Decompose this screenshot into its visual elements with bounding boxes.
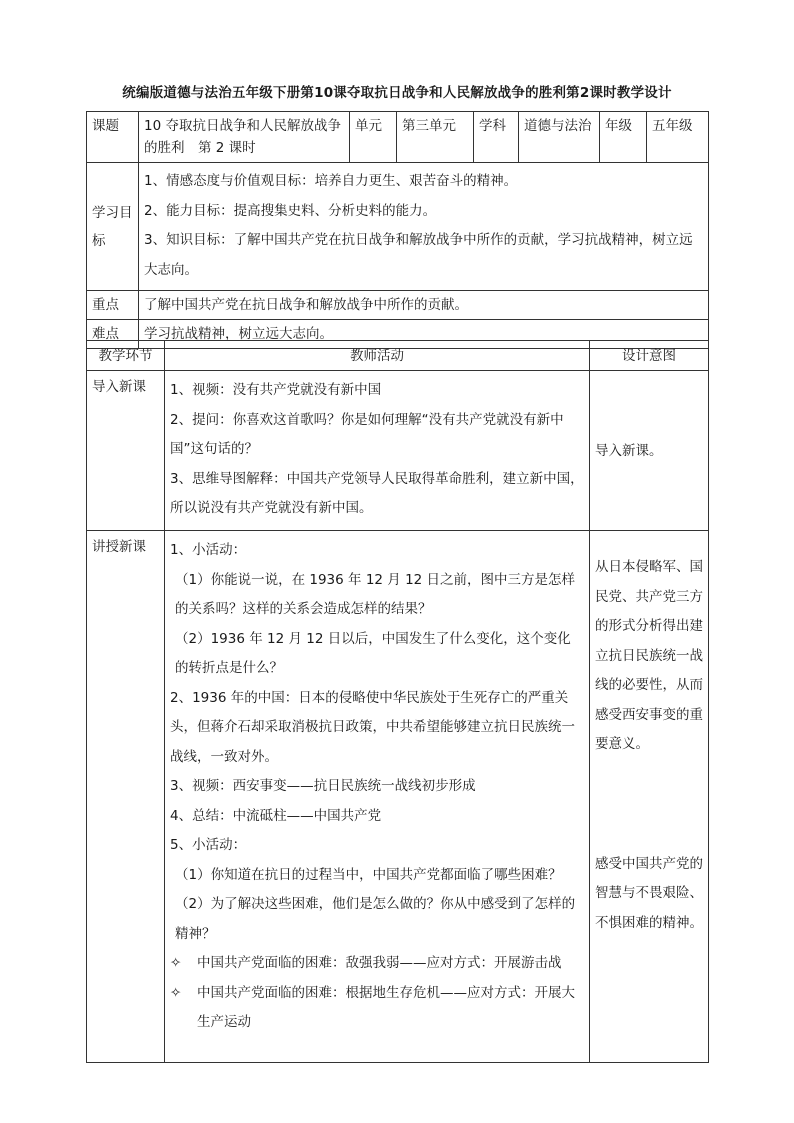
unit-value: 第三单元: [397, 112, 474, 163]
intro-line: 1、视频：没有共产党就没有新中国: [170, 382, 382, 398]
diamond-bullet-icon: ✧: [170, 984, 182, 1001]
subject-label: 学科: [474, 112, 519, 163]
goals-label: 学习目标: [87, 163, 139, 291]
lecture-line: 2、1936 年的中国：日本的侵略使中华民族处于生死存亡的严重关头，但蒋介石却采取消极抗日政策，中共希望能够建立抗日民族统一战线，一致对外。: [170, 689, 575, 765]
info-table: [86, 111, 709, 349]
key-point-text: 了解中国共产党在抗日战争和解放战争中所作的贡献。: [139, 291, 709, 320]
header-intent: 设计意图: [590, 341, 709, 371]
course-value: 10 夺取抗日战争和人民解放战争的胜利 第 2 课时: [139, 112, 350, 163]
intro-stage: 导入新课: [87, 371, 165, 531]
lecture-line: （2）为了解决这些困难，他们是怎么做的？你从中感受到了怎样的精神？: [175, 896, 576, 942]
lecture-stage: 讲授新课: [87, 531, 165, 1063]
page-title: 统编版道德与法治五年级下册第10课夺取抗日战争和人民解放战争的胜利第2课时教学设计: [122, 85, 672, 101]
lecture-line: 3、视频：西安事变——抗日民族统一战线初步形成: [170, 778, 476, 794]
goals-content: [139, 163, 709, 291]
lecture-intent-1: 从日本侵略军、国民党、共产党三方的形式分析得出建立抗日民族统一战线的必要性，从而感受西安事变的重要意义。: [595, 559, 703, 752]
bullet-text: 中国共产党面临的困难：根据地生存危机——应对方式：开展大生产运动: [197, 984, 575, 1030]
difficulty-label: 难点: [87, 320, 139, 349]
goal-item: 3、知识目标：了解中国共产党在抗日战争和解放战争中所作的贡献，学习抗战精神，树立远大志向。: [144, 232, 693, 278]
intro-line: 2、提问：你喜欢这首歌吗？你是如何理解“没有共产党就没有新中国”这句话的？: [170, 411, 564, 457]
goal-item: 1、情感态度与价值观目标：培养自力更生、艰苦奋斗的精神。: [144, 173, 518, 189]
lecture-intent: [590, 531, 709, 1063]
intro-intent: 导入新课。: [590, 371, 709, 531]
goal-item: 2、能力目标：提高搜集史料、分析史料的能力。: [144, 202, 437, 219]
lecture-line: （1）你能说一说，在 1936 年 12 月 12 日之前，图中三方是怎样的关系吗？这样的关系会造成怎样的结果？: [175, 571, 576, 617]
lecture-line: （1）你知道在抗日的过程当中，中国共产党都面临了哪些困难？: [175, 866, 562, 883]
intro-line: 3、思维导图解释：中国共产党领导人民取得革命胜利，建立新中国，所以说没有共产党就没有新中国。: [170, 470, 584, 516]
subject-value: 道德与法治: [519, 112, 600, 163]
header-stage: 教学环节: [87, 341, 165, 371]
unit-label: 单元: [350, 112, 397, 163]
header-activity: 教师活动: [165, 341, 590, 371]
bullet-item: [170, 979, 584, 1038]
key-point-label: 重点: [87, 291, 139, 320]
process-table: [86, 340, 709, 1063]
lecture-intent-2: 感受中国共产党的智慧与不畏艰险、不惧困难的精神。: [595, 855, 703, 931]
lecture-line: 4、总结：中流砥柱——中国共产党: [170, 807, 382, 824]
bullet-item: [170, 949, 584, 979]
lecture-line: 1、小活动：: [170, 542, 247, 558]
grade-label: 年级: [600, 112, 647, 163]
course-label: 课题: [87, 112, 139, 163]
intro-activity: [165, 371, 590, 531]
diamond-bullet-icon: ✧: [170, 955, 182, 971]
lecture-activity: [165, 531, 590, 1063]
difficulty-text: 学习抗战精神，树立远大志向。: [139, 320, 709, 349]
lecture-line: （2）1936 年 12 月 12 日以后，中国发生了什么变化，这个变化的转折点是什么？: [175, 630, 571, 676]
bullet-text: 中国共产党面临的困难：敌强我弱——应对方式：开展游击战: [197, 955, 562, 971]
grade-value: 五年级: [647, 112, 709, 163]
lecture-line: 5、小活动：: [170, 837, 247, 853]
